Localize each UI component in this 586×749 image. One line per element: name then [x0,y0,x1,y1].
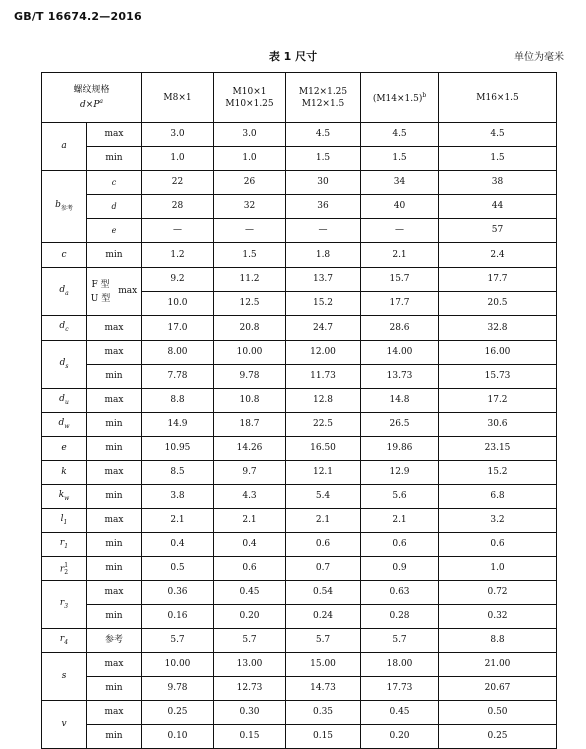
sym-r1-sub: 1 [64,542,69,550]
sym-r2-sup: 1 [64,561,69,569]
cell: 0.16 [142,605,214,629]
sym-a: a [42,123,87,171]
cell: 20.8 [214,316,286,341]
cell: 30 [286,171,361,195]
sym-du-letter: d [59,393,65,404]
cell: 10.95 [142,437,214,461]
cell: 38 [439,171,557,195]
cell: 0.10 [142,725,214,749]
cell: 12.1 [286,461,361,485]
table-header-row [42,73,557,123]
cell: 1.0 [214,147,286,171]
cell: 26.5 [361,413,439,437]
type-U: U 型 [90,293,111,304]
cell: 1.0 [142,147,214,171]
row-du [42,389,557,413]
cell: 17.0 [142,316,214,341]
cell: 14.73 [286,677,361,701]
cell: 4.3 [214,485,286,509]
sym-r2-letter: r [59,564,65,574]
sym-da-sub: a [65,289,69,297]
mark-d: d [87,195,142,219]
sym-ds-sub: s [65,362,69,370]
cell: 5.7 [361,629,439,653]
row-kw [42,485,557,509]
cell: 18.00 [361,653,439,677]
cell: 0.32 [439,605,557,629]
lim-max: max [87,341,142,365]
row-r2 [42,557,557,581]
cell: 13.73 [361,365,439,389]
lim-min: min [87,365,142,389]
cell: 8.5 [142,461,214,485]
cell: 9.2 [142,268,214,292]
cell: 14.9 [142,413,214,437]
cell: 30.6 [439,413,557,437]
row-da-F [42,268,557,292]
row-ds-min [42,365,557,389]
lim-min: min [87,557,142,581]
lim-max: max [87,509,142,533]
col-header-m14 [361,73,439,123]
cell: 1.5 [361,147,439,171]
cell: 4.5 [286,123,361,147]
sym-r3 [42,581,87,629]
row-dw [42,413,557,437]
cell: 15.73 [439,365,557,389]
lim-min: min [87,243,142,268]
cell: 0.30 [214,701,286,725]
cell: 2.1 [214,509,286,533]
cell: 0.36 [142,581,214,605]
cell: 0.6 [214,557,286,581]
row-ds-max [42,341,557,365]
lim-max: max [87,581,142,605]
cell: 0.63 [361,581,439,605]
cell: 12.8 [286,389,361,413]
cell: 17.7 [439,268,557,292]
sym-v: v [42,701,87,749]
cell: 1.2 [142,243,214,268]
sym-s: s [42,653,87,701]
cell: 0.15 [286,725,361,749]
sym-c: c [42,243,87,268]
cell: 3.0 [214,123,286,147]
thread-label: 螺纹规格 [73,84,110,95]
cell: 0.25 [142,701,214,725]
cell: 10.00 [214,341,286,365]
thread-header [42,73,142,123]
row-a-max [42,123,557,147]
row-s-max [42,653,557,677]
cell: 0.35 [286,701,361,725]
cell: 17.73 [361,677,439,701]
cell: 16.50 [286,437,361,461]
type-F: F 型 [91,279,110,290]
cell: 0.4 [214,533,286,557]
cell: 0.15 [214,725,286,749]
cell: 21.00 [439,653,557,677]
lim-min: min [87,147,142,171]
cell: 20.67 [439,677,557,701]
cell: 0.5 [142,557,214,581]
cell: 57 [439,219,557,243]
cell: 0.4 [142,533,214,557]
cell: 44 [439,195,557,219]
sym-e: e [42,437,87,461]
thread-footnote: a [99,97,103,105]
row-c [42,243,557,268]
sym-r3-sub: 3 [64,602,69,610]
row-b-e [42,219,557,243]
sym-r2 [42,557,87,581]
row-a-min [42,147,557,171]
sym-b-sub: 参考 [60,204,73,212]
sym-b-letter: b [55,199,61,210]
lim-max: max [87,123,142,147]
cell: 5.7 [286,629,361,653]
cell: 0.20 [361,725,439,749]
da-type-cell [87,268,142,316]
sym-r2-sub: 2 [64,568,69,576]
sym-r1 [42,533,87,557]
cell: 32.8 [439,316,557,341]
cell: 22.5 [286,413,361,437]
row-v-min [42,725,557,749]
cell: 12.00 [286,341,361,365]
cell: 0.28 [361,605,439,629]
cell: 0.54 [286,581,361,605]
sym-r4-sub: 4 [64,638,69,646]
row-r3-max [42,581,557,605]
mark-c: c [87,171,142,195]
cell: 0.9 [361,557,439,581]
lim-max: max [87,461,142,485]
cell: 8.00 [142,341,214,365]
cell: 0.72 [439,581,557,605]
cell: 18.7 [214,413,286,437]
col-header-m12: M12×1.25 M12×1.5 [286,73,361,123]
cell: 8.8 [439,629,557,653]
cell: 1.5 [286,147,361,171]
cell: 14.26 [214,437,286,461]
mark-e: e [87,219,142,243]
cell: 17.2 [439,389,557,413]
row-v-max [42,701,557,725]
cell: 3.8 [142,485,214,509]
cell: 1.5 [439,147,557,171]
lim-max: max [87,701,142,725]
cell: 11.73 [286,365,361,389]
dimension-table [41,72,557,749]
lim-max: max [87,653,142,677]
sym-dw-letter: d [58,417,65,428]
cell: 15.7 [361,268,439,292]
cell: 0.20 [214,605,286,629]
cell: 40 [361,195,439,219]
row-r4 [42,629,557,653]
cell: 15.00 [286,653,361,677]
row-b-c [42,171,557,195]
cell: 5.7 [142,629,214,653]
cell: 4.5 [361,123,439,147]
cell: 7.78 [142,365,214,389]
cell: 1.0 [439,557,557,581]
lim-max: max [87,389,142,413]
cell: 13.00 [214,653,286,677]
cell: 9.7 [214,461,286,485]
standard-number: GB/T 16674.2—2016 [14,10,142,23]
cell: 13.7 [286,268,361,292]
unit-note: 单位为毫米 [514,52,564,63]
lim-max: max [118,286,138,296]
cell: 0.45 [214,581,286,605]
sym-l1-letter: l [60,513,64,524]
cell: 8.8 [142,389,214,413]
cell: 23.15 [439,437,557,461]
cell: 3.2 [439,509,557,533]
sym-da [42,268,87,316]
cell: 0.24 [286,605,361,629]
cell: 16.00 [439,341,557,365]
cell: 15.2 [286,292,361,316]
cell: 0.7 [286,557,361,581]
sym-dw-sub: w [64,422,70,430]
table-caption: 表 1 尺寸 [268,50,318,63]
row-dc [42,316,557,341]
cell: 12.5 [214,292,286,316]
lim-min: min [87,605,142,629]
row-l1 [42,509,557,533]
sym-r3-letter: r [59,597,65,608]
sym-b [42,171,87,243]
sym-da-letter: d [59,284,66,295]
cell: 0.25 [439,725,557,749]
cell: 3.0 [142,123,214,147]
sym-r1-letter: r [59,537,65,548]
lim-min: min [87,485,142,509]
cell: 0.50 [439,701,557,725]
sym-du-sub: u [64,398,69,406]
sym-r4 [42,629,87,653]
sym-dc-sub: c [65,325,69,333]
cell: 5.4 [286,485,361,509]
cell: 1.5 [214,243,286,268]
thread-symbol: d×P [80,99,100,110]
cell: 0.6 [439,533,557,557]
cell: 26 [214,171,286,195]
lim-min: min [87,725,142,749]
cell: 0.6 [361,533,439,557]
cell: — [214,219,286,243]
cell: — [361,219,439,243]
sym-l1-sub: 1 [63,518,68,526]
cell: 17.7 [361,292,439,316]
cell: 28 [142,195,214,219]
sym-kw-sub: w [64,494,70,502]
cell: — [286,219,361,243]
lim-min: min [87,677,142,701]
cell: 20.5 [439,292,557,316]
cell: 24.7 [286,316,361,341]
cell: 14.00 [361,341,439,365]
row-r3-min [42,605,557,629]
lim-min: min [87,413,142,437]
row-r1 [42,533,557,557]
cell: 11.2 [214,268,286,292]
lim-ref: 参考 [87,629,142,653]
cell: 10.8 [214,389,286,413]
cell: 6.8 [439,485,557,509]
cell: 10.00 [142,653,214,677]
lim-max: max [87,316,142,341]
cell: 2.1 [142,509,214,533]
sym-r4-letter: r [59,633,65,644]
cell: 9.78 [214,365,286,389]
sym-kw-letter: k [58,489,65,500]
row-k [42,461,557,485]
cell: 22 [142,171,214,195]
cell: 14.8 [361,389,439,413]
row-s-min [42,677,557,701]
cell: 28.6 [361,316,439,341]
row-e [42,437,557,461]
cell: — [142,219,214,243]
sym-dc-letter: d [59,321,66,332]
sym-dw [42,413,87,437]
sym-dc [42,316,87,341]
sym-ds-letter: d [59,357,66,368]
col-header-m14-text: (M14×1.5) [372,94,423,104]
cell: 10.0 [142,292,214,316]
cell: 32 [214,195,286,219]
col-header-m10: M10×1 M10×1.25 [214,73,286,123]
cell: 12.73 [214,677,286,701]
cell: 4.5 [439,123,557,147]
cell: 2.1 [286,509,361,533]
cell: 1.8 [286,243,361,268]
sym-ds [42,341,87,389]
cell: 19.86 [361,437,439,461]
col-header-m14-footnote: b [422,92,427,99]
col-header-m8: M8×1 [142,73,214,123]
lim-min: min [87,533,142,557]
sym-du [42,389,87,413]
sym-kw [42,485,87,509]
cell: 15.2 [439,461,557,485]
cell: 36 [286,195,361,219]
sym-k: k [42,461,87,485]
cell: 2.1 [361,243,439,268]
cell: 5.7 [214,629,286,653]
cell: 2.1 [361,509,439,533]
cell: 12.9 [361,461,439,485]
cell: 2.4 [439,243,557,268]
sym-l1 [42,509,87,533]
cell: 0.45 [361,701,439,725]
cell: 5.6 [361,485,439,509]
row-b-d [42,195,557,219]
col-header-m16: M16×1.5 [439,73,557,123]
cell: 9.78 [142,677,214,701]
cell: 34 [361,171,439,195]
cell: 0.6 [286,533,361,557]
lim-min: min [87,437,142,461]
